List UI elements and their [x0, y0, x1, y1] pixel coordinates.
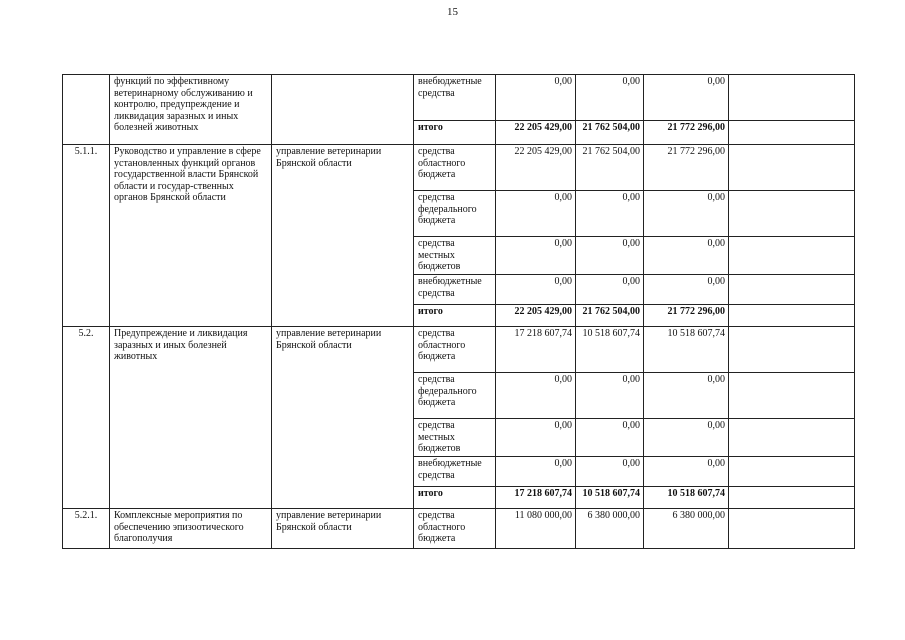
- amount-year3-cell: 21 772 296,00: [644, 305, 729, 327]
- amount-year1-cell: 0,00: [496, 419, 576, 457]
- empty-cell: [729, 509, 855, 549]
- amount-year2-cell: 0,00: [576, 191, 644, 237]
- empty-cell: [729, 145, 855, 191]
- row-code-cell: [63, 75, 110, 145]
- funding-source-cell: итого: [414, 305, 496, 327]
- financing-table: [62, 74, 855, 549]
- amount-year1-cell: 22 205 429,00: [496, 121, 576, 145]
- funding-source-cell: средства областного бюджета: [414, 145, 496, 191]
- empty-cell: [729, 327, 855, 373]
- row-description-cell: Руководство и управление в сфере установленных функций органов государственной власти Брянской области и государ-ственных органов Брянской области: [110, 145, 272, 327]
- amount-year1-cell: 0,00: [496, 457, 576, 487]
- amount-year3-cell: 21 772 296,00: [644, 121, 729, 145]
- amount-year3-cell: 21 772 296,00: [644, 145, 729, 191]
- table-row: [63, 509, 855, 549]
- amount-year3-cell: 0,00: [644, 275, 729, 305]
- page-number: 15: [447, 6, 458, 18]
- amount-year2-cell: 0,00: [576, 75, 644, 121]
- amount-year1-cell: 22 205 429,00: [496, 305, 576, 327]
- amount-year2-cell: 21 762 504,00: [576, 121, 644, 145]
- funding-source-cell: средства областного бюджета: [414, 327, 496, 373]
- row-executor-cell: управление ветеринарии Брянской области: [272, 509, 414, 549]
- empty-cell: [729, 191, 855, 237]
- amount-year2-cell: 10 518 607,74: [576, 327, 644, 373]
- funding-source-cell: внебюджетные средства: [414, 275, 496, 305]
- funding-source-cell: средства местных бюджетов: [414, 419, 496, 457]
- row-description-cell: функций по эффективному ветеринарному обслуживанию и контролю, предупреждение и ликвидация заразных и иных болезней животных: [110, 75, 272, 145]
- empty-cell: [729, 121, 855, 145]
- row-executor-cell: [272, 75, 414, 145]
- amount-year1-cell: 17 218 607,74: [496, 487, 576, 509]
- amount-year2-cell: 6 380 000,00: [576, 509, 644, 549]
- funding-source-cell: внебюджетные средства: [414, 75, 496, 121]
- amount-year2-cell: 10 518 607,74: [576, 487, 644, 509]
- amount-year3-cell: 0,00: [644, 419, 729, 457]
- row-description-cell: Комплексные мероприятия по обеспечению эпизоотического благополучия: [110, 509, 272, 549]
- amount-year1-cell: 0,00: [496, 373, 576, 419]
- row-code-cell: 5.2.1.: [63, 509, 110, 549]
- amount-year2-cell: 0,00: [576, 419, 644, 457]
- row-executor-cell: управление ветеринарии Брянской области: [272, 327, 414, 509]
- amount-year1-cell: 22 205 429,00: [496, 145, 576, 191]
- amount-year2-cell: 0,00: [576, 237, 644, 275]
- funding-source-cell: итого: [414, 121, 496, 145]
- funding-source-cell: средства федерального бюджета: [414, 191, 496, 237]
- amount-year3-cell: 10 518 607,74: [644, 327, 729, 373]
- amount-year1-cell: 0,00: [496, 237, 576, 275]
- row-executor-cell: управление ветеринарии Брянской области: [272, 145, 414, 327]
- funding-source-cell: средства местных бюджетов: [414, 237, 496, 275]
- amount-year3-cell: 6 380 000,00: [644, 509, 729, 549]
- amount-year1-cell: 11 080 000,00: [496, 509, 576, 549]
- amount-year3-cell: 0,00: [644, 75, 729, 121]
- table-row: [63, 327, 855, 373]
- amount-year1-cell: 0,00: [496, 275, 576, 305]
- amount-year2-cell: 0,00: [576, 457, 644, 487]
- row-code-cell: 5.2.: [63, 327, 110, 509]
- empty-cell: [729, 275, 855, 305]
- funding-source-cell: средства областного бюджета: [414, 509, 496, 549]
- amount-year2-cell: 21 762 504,00: [576, 305, 644, 327]
- table-row: [63, 145, 855, 191]
- amount-year3-cell: 0,00: [644, 237, 729, 275]
- row-code-cell: 5.1.1.: [63, 145, 110, 327]
- empty-cell: [729, 75, 855, 121]
- amount-year2-cell: 21 762 504,00: [576, 145, 644, 191]
- funding-source-cell: итого: [414, 487, 496, 509]
- amount-year3-cell: 0,00: [644, 373, 729, 419]
- empty-cell: [729, 457, 855, 487]
- empty-cell: [729, 305, 855, 327]
- amount-year3-cell: 0,00: [644, 191, 729, 237]
- funding-source-cell: средства федерального бюджета: [414, 373, 496, 419]
- empty-cell: [729, 487, 855, 509]
- row-description-cell: Предупреждение и ликвидация заразных и иных болезней животных: [110, 327, 272, 509]
- empty-cell: [729, 419, 855, 457]
- amount-year3-cell: 10 518 607,74: [644, 487, 729, 509]
- empty-cell: [729, 373, 855, 419]
- amount-year2-cell: 0,00: [576, 275, 644, 305]
- funding-source-cell: внебюджетные средства: [414, 457, 496, 487]
- financing-table-container: [62, 74, 854, 549]
- amount-year2-cell: 0,00: [576, 373, 644, 419]
- amount-year1-cell: 17 218 607,74: [496, 327, 576, 373]
- amount-year1-cell: 0,00: [496, 75, 576, 121]
- table-row: [63, 75, 855, 121]
- empty-cell: [729, 237, 855, 275]
- amount-year3-cell: 0,00: [644, 457, 729, 487]
- amount-year1-cell: 0,00: [496, 191, 576, 237]
